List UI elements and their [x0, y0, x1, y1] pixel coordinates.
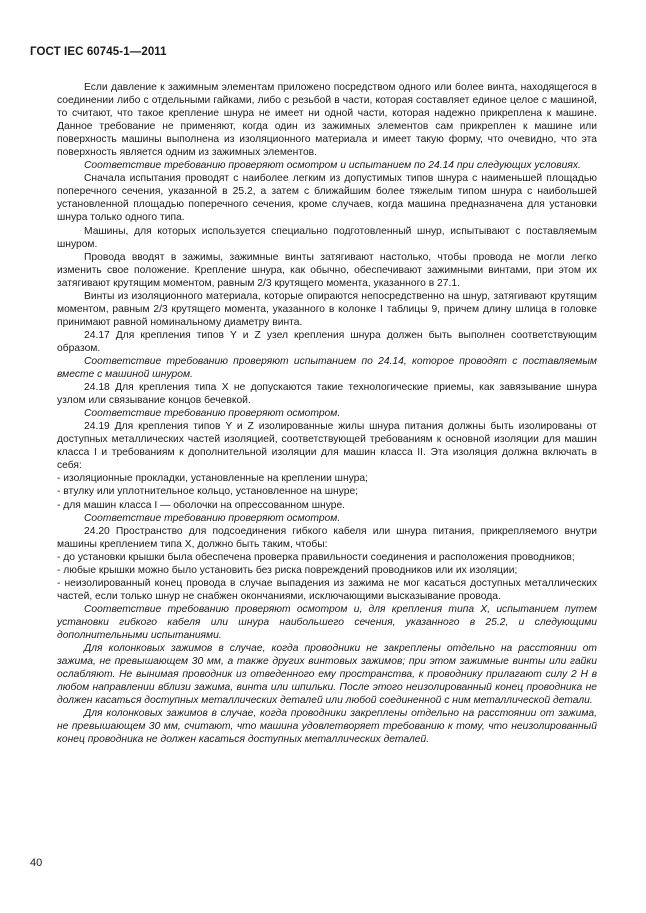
paragraph-italic: Соответствие требованию проверяют осмотром и испытанием по 24.14 при следующих условиях. [84, 160, 581, 172]
clause-24-19: 24.19 Для крепления типов Y и Z изолированные жилы шнура питания должны быть изолированы от доступных металлических частей изоляцией, соответствующей требованиям к основной изоляции для машин класса I и требованиям к дополнительной изоляции для машин класса II. Эта изоляция должна включать в себя: [57, 421, 597, 472]
paragraph: Машины, для которых используется специально подготовленный шнур, испытывают с поставляемым шнуром. [57, 225, 597, 250]
list-item: - изоляционные прокладки, установленные на креплении шнура; [57, 473, 368, 485]
paragraph: Сначала испытания проводят с наиболее легким из допустимых типов шнура с наименьшей площадью поперечного сечения, указанной в 25.2, а затем с ближайшим более тяжелым типом шнура с наибольшей установленной площадью поперечного сечения, кроме случаев, когда машина предназначена для установки шнура только одного типа. [57, 173, 597, 224]
list-item: - неизолированный конец провода в случае выпадения из зажима не мог касаться доступных металлических частей, если только шнур не снабжен окончаниями, исключающими высказывание провода. [57, 577, 597, 602]
standard-header: ГОСТ IEC 60745-1—2011 [30, 46, 167, 58]
paragraph-italic: Соответствие требованию проверяют испытанием по 24.14, которое проводят с поставляемым вместе с машиной шнуром. [57, 355, 597, 381]
paragraph-italic: Соответствие требованию проверяют осмотром. [84, 512, 341, 524]
clause-24-20: 24.20 Пространство для подсоединения гибкого кабеля или шнура питания, прикрепляемого внутри машины креплением типа X, должно быть таким, чтобы: [57, 525, 597, 550]
paragraph: Провода вводят в зажимы, зажимные винты затягивают настолько, чтобы провода не могли легко изменить свое положение. Крепление шнура, как обычно, обеспечивают зажимными винтами, при этом их затягивают крутящим моментом, равным 2/3 крутящего момента, указанного в 27.1. [57, 251, 597, 289]
list-item: - до установки крышки была обеспечена проверка правильности соединения и расположения проводников; [57, 551, 575, 563]
clause-24-17: 24.17 Для крепления типов Y и Z узел крепления шнура должен быть выполнен соответствующим образом. [57, 329, 597, 354]
paragraph-italic: Для колонковых зажимов в случае, когда проводники закреплены отдельно на расстоянии от зажима, не превышающем 30 мм, считают, что машина удовлетворяет требованию к тому, что неизолированный конец проводника не должен касаться доступных металлических деталей. [57, 708, 597, 746]
paragraph: Винты из изоляционного материала, которые опираются непосредственно на шнур, затягивают крутящим моментом, равным 2/3 крутящего момента, указанного в колонке I таблицы 9, причем длину шлица в головке принимают равной номинальному диаметру винта. [57, 290, 597, 328]
page-number: 40 [30, 857, 43, 869]
clause-24-18: 24.18 Для крепления типа X не допускаются такие технологические приемы, как завязывание шнура узлом или связывание концов бечевкой. [57, 382, 597, 407]
list-item: - втулку или уплотнительное кольцо, установленное на шнуре; [57, 486, 359, 498]
paragraph: Если давление к зажимным элементам приложено посредством одного или более винта, находящегося в соединении либо с отдельными гайками, либо с резьбой в части, которая составляет единое целое с машиной, то считают, что такое крепление шнура не имеет ни одной части, которая надежно прикреплена к машине. Данное требование не применяют, когда один из зажимных элементов сам прикреплен к машине или поверхность машины выполнена из изоляционного материала и имеет такую форму, что очевидно, что эта поверхность является одним из зажимных элементов. [57, 82, 597, 159]
list-item: - любые крышки можно было установить без риска повреждений проводников или их изоляции; [57, 564, 518, 576]
paragraph-italic: Для колонковых зажимов в случае, когда проводники не закреплены отдельно на расстоянии от зажима, не превышающем 30 мм, а также других винтовых зажимов; при этом зажимные винты или гайки ослабляют. Не вынимая проводник из отведенного ему пространства, к проводнику прилагают силу 2 Н в любом направлении вблизи зажима, винта или шпильки. После этого неизолированный конец проводника не должен касаться доступных металлических деталей или любой соединенной с ним металлической детали. [57, 643, 597, 707]
paragraph-italic: Соответствие требованию проверяют осмотром и, для крепления типа X, испытанием путем установки гибкого кабеля или шнура наибольшего сечения, указанного в 25.2, и следующими дополнительными испытаниями. [57, 603, 597, 641]
document-body [57, 81, 597, 746]
paragraph-italic: Соответствие требованию проверяют осмотром. [84, 408, 341, 420]
list-item: - для машин класса I — оболочки на опрессованном шнуре. [57, 499, 346, 511]
